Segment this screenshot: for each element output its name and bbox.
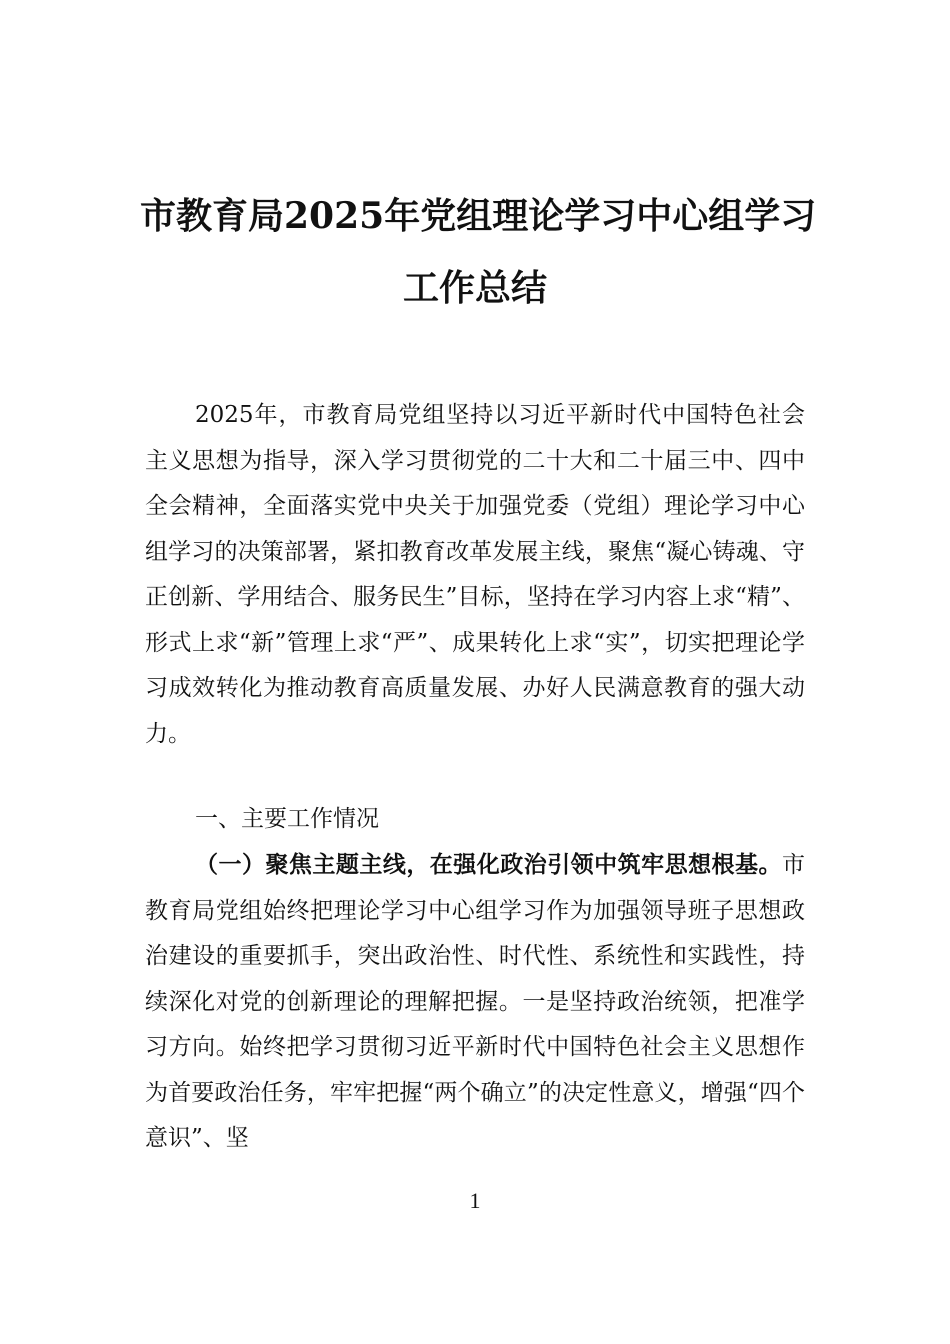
- document-title-line-2: 工作总结: [402, 267, 547, 309]
- intro-paragraph: 2025年，市教育局党组坚持以习近平新时代中国特色社会主义思想为指导，深入学习贯彻党的二十大和二十届三中、四中全会精神，全面落实党中央关于加强党委（党组）理论学习中心组学习的决策部署，紧扣教育改革发展主线，聚焦“凝心铸魂、守正创新、学用结合、服务民生”目标，坚持在学习内容上求“精”、形式上求“新”管理上求“严”、成果转化上求“实”，切实把理论学习成效转化为推动教育高质量发展、办好人民满意教育的强大动力。: [145, 402, 805, 747]
- section-1-block: [145, 842, 805, 1162]
- page-number: 1: [469, 1188, 481, 1213]
- intro-block: [145, 393, 805, 757]
- subsection-1-heading: （一）聚焦主题主线，在强化政治引领中筑牢思想根基。: [195, 851, 782, 878]
- section-heading-1: 一、主要工作情况: [195, 806, 379, 832]
- subsection-1-paragraph: [145, 842, 805, 1162]
- subsection-1-body: 市教育局党组始终把理论学习中心组学习作为加强领导班子思想政治建设的重要抓手，突出政治性、时代性、系统性和实践性，持续深化对党的创新理论的理解把握。一是坚持政治统领，把准学习方向。始终把学习贯彻习近平新时代中国特色社会主义思想作为首要政治任务，牢牢把握“两个确立”的决定性意义，增强“四个意识”、坚: [145, 852, 805, 1151]
- document-title-line-1: 市教育局2025年党组理论学习中心组学习: [140, 195, 817, 237]
